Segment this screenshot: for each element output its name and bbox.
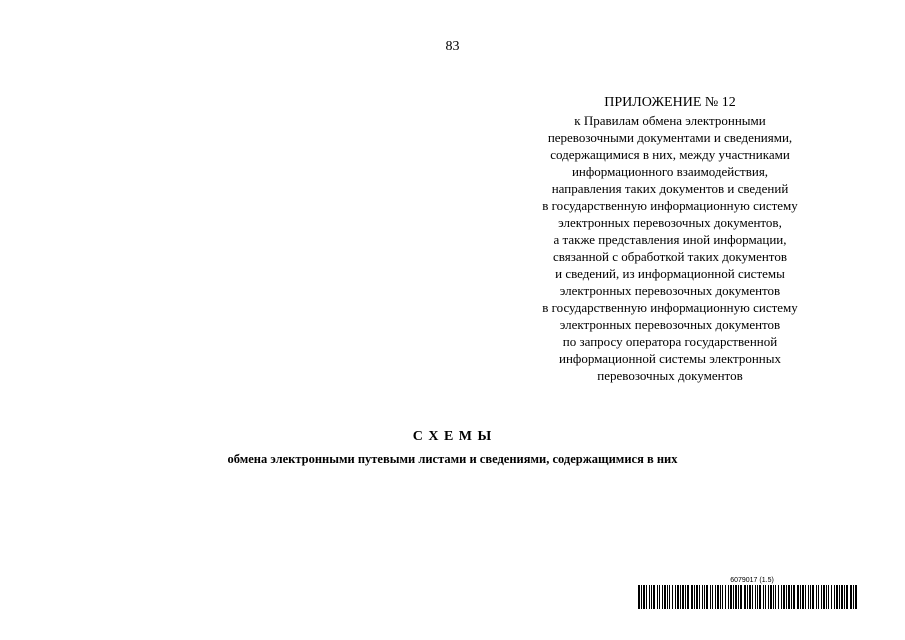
appendix-line: перевозочных документов bbox=[597, 368, 743, 383]
appendix-line: к Правилам обмена электронными bbox=[574, 113, 766, 128]
appendix-line: направления таких документов и сведений bbox=[551, 181, 789, 196]
appendix-line: электронных перевозочных документов bbox=[559, 317, 781, 332]
appendix-line: связанной с обработкой таких документов bbox=[553, 249, 787, 264]
appendix-title: ПРИЛОЖЕНИЕ № 12 bbox=[604, 95, 736, 110]
barcode-image bbox=[638, 585, 858, 609]
document-heading: С Х Е М Ы bbox=[412, 429, 493, 444]
appendix-block bbox=[510, 94, 830, 384]
appendix-line: в государственную информационную систему bbox=[542, 198, 798, 213]
appendix-line: а также представления иной информации, bbox=[553, 232, 787, 247]
page-number: 83 bbox=[445, 39, 460, 54]
appendix-line: по запросу оператора государственной bbox=[562, 334, 778, 349]
appendix-line: содержащимися в них, между участниками bbox=[550, 147, 790, 162]
document-subheading: обмена электронными путевыми листами и сведениями, содержащимися в них bbox=[227, 452, 678, 466]
appendix-line: перевозочными документами и сведениями, bbox=[547, 130, 793, 145]
appendix-line: в государственную информационную систему bbox=[542, 300, 798, 315]
appendix-line: электронных перевозочных документов, bbox=[558, 215, 782, 230]
appendix-line: и сведений, из информационной системы bbox=[555, 266, 785, 281]
barcode-code-label: 6079017 (1.5) bbox=[730, 577, 774, 584]
appendix-line: информационного взаимодействия, bbox=[571, 164, 769, 179]
appendix-line: информационной системы электронных bbox=[559, 351, 781, 366]
appendix-line: электронных перевозочных документов bbox=[559, 283, 781, 298]
